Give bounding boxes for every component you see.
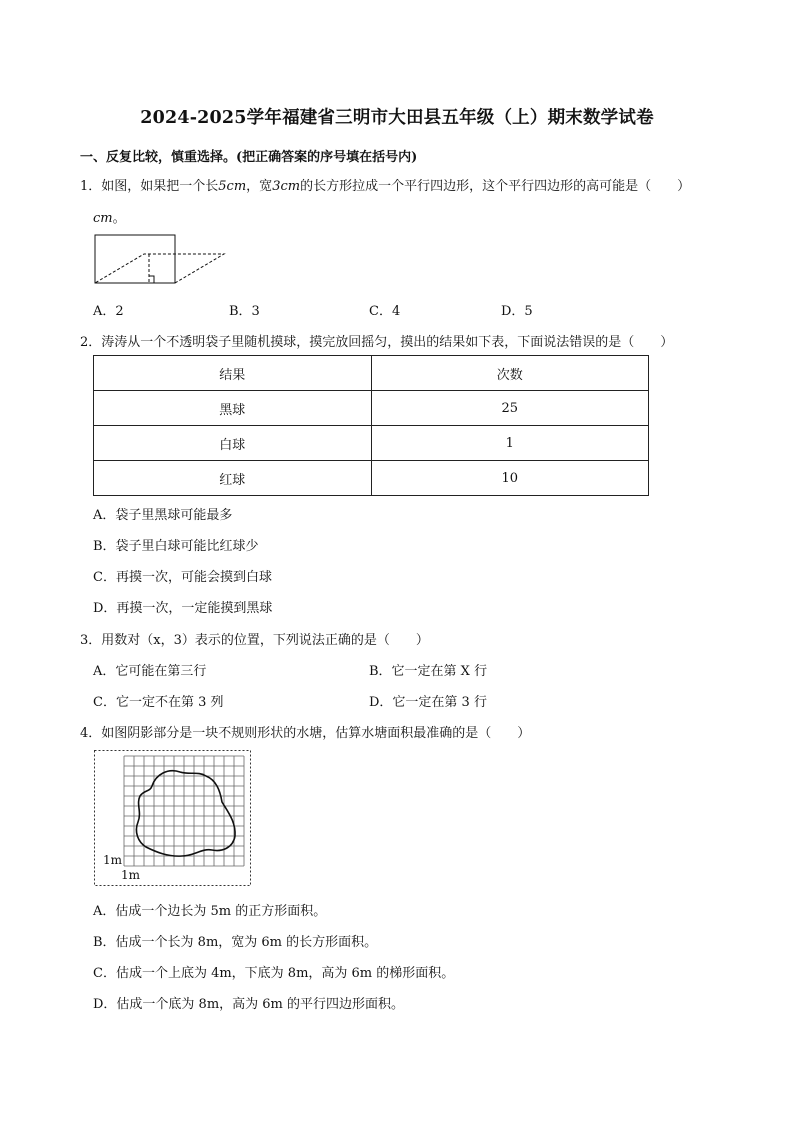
q4-option-d: D．估成一个底为 8m，高为 6m 的平行四边形面积。 (93, 997, 405, 1012)
q1-width: 3cm (272, 179, 301, 194)
parallelogram-dashed (95, 254, 224, 283)
page-title: 2024-2025学年福建省三明市大田县五年级（上）期末数学试卷 (140, 108, 654, 128)
table-cell: 红球 (94, 461, 372, 496)
table-cell: 白球 (94, 426, 372, 461)
q1-option-b: B．3 (229, 304, 260, 319)
question-1 (80, 175, 690, 194)
table-row (94, 426, 649, 461)
q2-option-c: C．再摸一次，可能会摸到白球 (93, 570, 272, 585)
q1-option-a: A．2 (93, 304, 124, 319)
figure-label-1m-vertical: 1m (103, 853, 123, 867)
q4-option-b: B．估成一个长为 8m，宽为 6m 的长方形面积。 (93, 935, 378, 950)
results-table (93, 355, 649, 496)
table-cell: 黑球 (94, 391, 372, 426)
q1-text-c: 的长方形拉成一个平行四边形，这个平行四边形的高可能是（ ） (300, 179, 691, 194)
pond-outline (136, 771, 235, 856)
q4-option-c: C．估成一个上底为 4m，下底为 8m，高为 6m 的梯形面积。 (93, 966, 455, 981)
q2-option-a: A．袋子里黑球可能最多 (93, 508, 233, 523)
right-angle-mark (149, 276, 154, 283)
question-3: 3．用数对（x，3）表示的位置，下列说法正确的是（ ） (80, 633, 429, 648)
figure-label-1m-horizontal: 1m (121, 868, 141, 882)
q3-option-a: A．它可能在第三行 (93, 664, 207, 679)
q4-option-a: A．估成一个边长为 5m 的正方形面积。 (93, 904, 327, 919)
q1-option-d: D．5 (501, 304, 533, 319)
question-2: 2．涛涛从一个不透明袋子里随机摸球，摸完放回摇匀，摸出的结果如下表，下面说法错误的是（ ） (80, 335, 674, 350)
section-heading: 一、反复比较，慎重选择。(把正确答案的序号填在括号内) (80, 150, 418, 165)
q3-option-b: B．它一定在第 X 行 (369, 664, 488, 679)
q1-option-c: C．4 (369, 304, 401, 319)
q1-unit: cm (93, 211, 113, 226)
table-row (94, 391, 649, 426)
table-cell: 25 (371, 391, 649, 426)
q1-text-b: ，宽 (246, 179, 273, 194)
question-1-cont (93, 207, 126, 226)
table-row (94, 461, 649, 496)
q3-option-c: C．它一定不在第 3 列 (93, 695, 224, 710)
q2-option-d: D．再摸一次，一定能摸到黑球 (93, 601, 273, 616)
table-cell: 10 (371, 461, 649, 496)
table-header-row (94, 356, 649, 391)
rectangle-parallelogram-figure (94, 234, 224, 288)
table-header-cell: 次数 (371, 356, 649, 391)
q3-option-d: D．它一定在第 3 行 (369, 695, 487, 710)
q1-length: 5cm (218, 179, 247, 194)
q1-end: 。 (112, 211, 126, 226)
table-header-cell: 结果 (94, 356, 372, 391)
q1-text-a: 1．如图，如果把一个长 (80, 179, 219, 194)
q2-option-b: B．袋子里白球可能比红球少 (93, 539, 259, 554)
question-4: 4．如图阴影部分是一块不规则形状的水塘，估算水塘面积最准确的是（ ） (80, 726, 531, 741)
table-cell: 1 (371, 426, 649, 461)
